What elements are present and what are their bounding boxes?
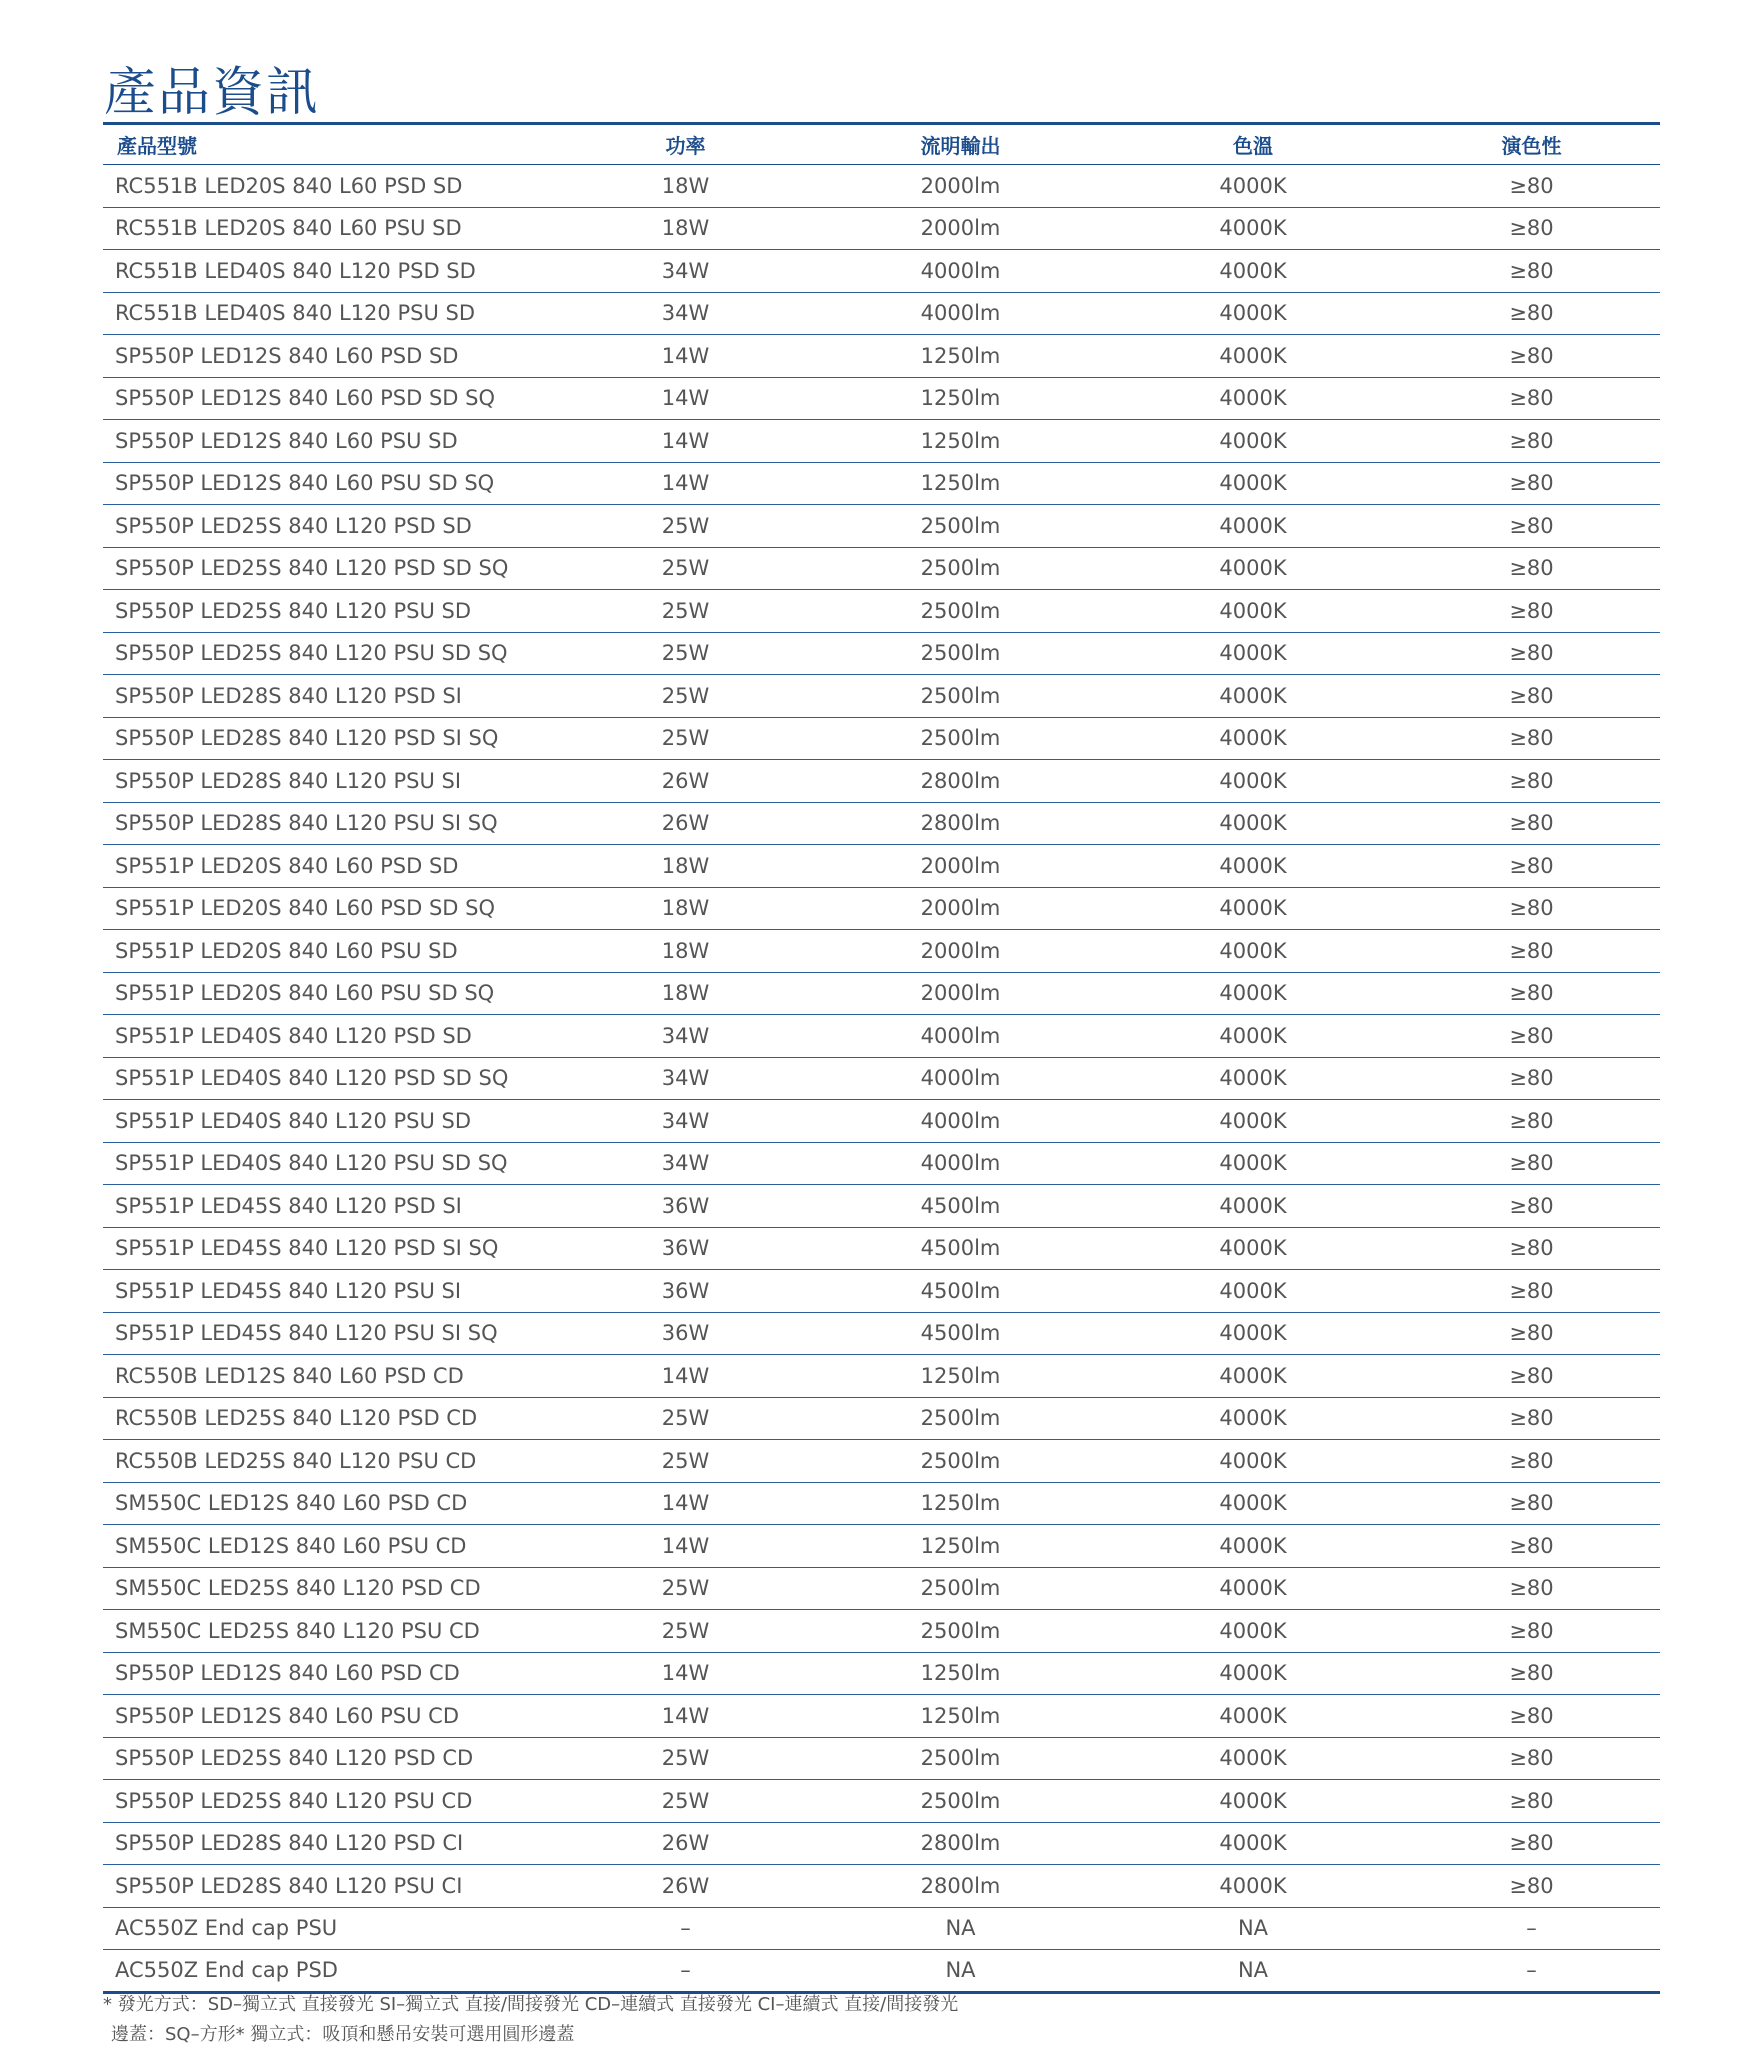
cell-model: SP550P LED25S 840 L120 PSD SD SQ xyxy=(103,547,553,590)
table-row xyxy=(103,1822,1660,1865)
cell-power: 18W xyxy=(553,207,818,250)
table-row xyxy=(103,1440,1660,1483)
cell-cri: ≥80 xyxy=(1403,1525,1660,1568)
cell-model: SP550P LED25S 840 L120 PSU SD SQ xyxy=(103,632,553,675)
table-row xyxy=(103,802,1660,845)
cell-cri: ≥80 xyxy=(1403,1865,1660,1908)
cell-flux: 2500lm xyxy=(818,675,1103,718)
cell-cri: ≥80 xyxy=(1403,845,1660,888)
cell-model: SP551P LED40S 840 L120 PSU SD SQ xyxy=(103,1142,553,1185)
cell-power: 25W xyxy=(553,1397,818,1440)
table-row xyxy=(103,547,1660,590)
table-row xyxy=(103,292,1660,335)
product-table xyxy=(103,122,1660,1994)
footnote-endcap: 邊蓋：SQ–方形* 獨立式：吸頂和懸吊安裝可選用圓形邊蓋 xyxy=(111,2024,575,2045)
cell-power: 34W xyxy=(553,1015,818,1058)
cell-cct: 4000K xyxy=(1103,1652,1403,1695)
cell-cri: ≥80 xyxy=(1403,292,1660,335)
cell-cct: 4000K xyxy=(1103,930,1403,973)
cell-flux: 4000lm xyxy=(818,1015,1103,1058)
cell-flux: 2000lm xyxy=(818,845,1103,888)
cell-cri: ≥80 xyxy=(1403,1695,1660,1738)
table-row xyxy=(103,165,1660,208)
cell-flux: 2500lm xyxy=(818,505,1103,548)
cell-flux: 4500lm xyxy=(818,1312,1103,1355)
table-header xyxy=(103,124,1660,165)
table-row xyxy=(103,250,1660,293)
cell-cct: 4000K xyxy=(1103,1015,1403,1058)
table-row xyxy=(103,887,1660,930)
cell-cri: ≥80 xyxy=(1403,335,1660,378)
cell-cri: ≥80 xyxy=(1403,1312,1660,1355)
cell-cct: 4000K xyxy=(1103,420,1403,463)
cell-flux: 1250lm xyxy=(818,1525,1103,1568)
cell-cct: 4000K xyxy=(1103,972,1403,1015)
cell-model: SM550C LED25S 840 L120 PSD CD xyxy=(103,1567,553,1610)
cell-cri: ≥80 xyxy=(1403,632,1660,675)
cell-model: SP551P LED40S 840 L120 PSD SD SQ xyxy=(103,1057,553,1100)
cell-flux: 4000lm xyxy=(818,1057,1103,1100)
cell-model: AC550Z End cap PSU xyxy=(103,1907,553,1950)
cell-cri: ≥80 xyxy=(1403,1652,1660,1695)
cell-cct: 4000K xyxy=(1103,250,1403,293)
cell-cri: ≥80 xyxy=(1403,1270,1660,1313)
cell-flux: 1250lm xyxy=(818,1355,1103,1398)
cell-power: 36W xyxy=(553,1227,818,1270)
table-row xyxy=(103,335,1660,378)
cell-power: – xyxy=(553,1950,818,1993)
cell-cri: ≥80 xyxy=(1403,1185,1660,1228)
cell-cct: 4000K xyxy=(1103,1440,1403,1483)
table-row xyxy=(103,1567,1660,1610)
cell-power: 18W xyxy=(553,165,818,208)
cell-power: 25W xyxy=(553,1737,818,1780)
cell-flux: 2500lm xyxy=(818,1780,1103,1823)
cell-model: SP551P LED40S 840 L120 PSD SD xyxy=(103,1015,553,1058)
cell-cct: 4000K xyxy=(1103,1695,1403,1738)
cell-cct: 4000K xyxy=(1103,1142,1403,1185)
cell-power: 25W xyxy=(553,547,818,590)
table-row xyxy=(103,1100,1660,1143)
cell-cri: ≥80 xyxy=(1403,1142,1660,1185)
cell-power: 36W xyxy=(553,1312,818,1355)
cell-power: 36W xyxy=(553,1270,818,1313)
cell-cri: ≥80 xyxy=(1403,1822,1660,1865)
table-row xyxy=(103,1737,1660,1780)
cell-cct: 4000K xyxy=(1103,1780,1403,1823)
cell-model: SP550P LED25S 840 L120 PSU SD xyxy=(103,590,553,633)
cell-flux: 2000lm xyxy=(818,165,1103,208)
cell-cct: 4000K xyxy=(1103,1865,1403,1908)
cell-cri: ≥80 xyxy=(1403,420,1660,463)
table-row xyxy=(103,1227,1660,1270)
cell-flux: 1250lm xyxy=(818,1695,1103,1738)
table-row xyxy=(103,760,1660,803)
cell-flux: 1250lm xyxy=(818,1482,1103,1525)
cell-cri: ≥80 xyxy=(1403,1567,1660,1610)
cell-power: 14W xyxy=(553,1652,818,1695)
table-row xyxy=(103,207,1660,250)
cell-cct: 4000K xyxy=(1103,1525,1403,1568)
cell-power: 18W xyxy=(553,972,818,1015)
cell-cri: ≥80 xyxy=(1403,1015,1660,1058)
cell-flux: 1250lm xyxy=(818,420,1103,463)
cell-model: RC551B LED20S 840 L60 PSD SD xyxy=(103,165,553,208)
cell-cct: 4000K xyxy=(1103,505,1403,548)
cell-cct: 4000K xyxy=(1103,1610,1403,1653)
cell-model: SM550C LED12S 840 L60 PSU CD xyxy=(103,1525,553,1568)
cell-cri: ≥80 xyxy=(1403,250,1660,293)
cell-power: 25W xyxy=(553,1780,818,1823)
cell-flux: 4500lm xyxy=(818,1227,1103,1270)
table-row xyxy=(103,1057,1660,1100)
cell-model: SP551P LED20S 840 L60 PSU SD xyxy=(103,930,553,973)
cell-flux: 2500lm xyxy=(818,1610,1103,1653)
cell-model: RC550B LED25S 840 L120 PSU CD xyxy=(103,1440,553,1483)
cell-cct: 4000K xyxy=(1103,802,1403,845)
cell-model: SP550P LED12S 840 L60 PSU SD xyxy=(103,420,553,463)
cell-cct: NA xyxy=(1103,1907,1403,1950)
cell-flux: 2800lm xyxy=(818,760,1103,803)
cell-cct: NA xyxy=(1103,1950,1403,1993)
table-row xyxy=(103,1865,1660,1908)
cell-cri: ≥80 xyxy=(1403,547,1660,590)
cell-cri: – xyxy=(1403,1907,1660,1950)
cell-model: SP550P LED12S 840 L60 PSD SD SQ xyxy=(103,377,553,420)
footnote-emission: * 發光方式：SD–獨立式 直接發光 SI–獨立式 直接/間接發光 CD–連續式 直接發光 CI–連續式 直接/間接發光 xyxy=(103,1994,959,2015)
table-row xyxy=(103,462,1660,505)
cell-cri: ≥80 xyxy=(1403,377,1660,420)
cell-model: RC551B LED20S 840 L60 PSU SD xyxy=(103,207,553,250)
cell-flux: 1250lm xyxy=(818,1652,1103,1695)
table-row xyxy=(103,717,1660,760)
cell-model: RC550B LED25S 840 L120 PSD CD xyxy=(103,1397,553,1440)
cell-model: SP551P LED45S 840 L120 PSD SI SQ xyxy=(103,1227,553,1270)
cell-power: 14W xyxy=(553,1482,818,1525)
cell-cri: ≥80 xyxy=(1403,590,1660,633)
cell-model: SP551P LED20S 840 L60 PSU SD SQ xyxy=(103,972,553,1015)
cell-model: SP551P LED40S 840 L120 PSU SD xyxy=(103,1100,553,1143)
cell-power: 34W xyxy=(553,250,818,293)
cell-model: SP550P LED12S 840 L60 PSU CD xyxy=(103,1695,553,1738)
page-title: 產品資訊 xyxy=(104,63,321,123)
table-row xyxy=(103,845,1660,888)
cell-cct: 4000K xyxy=(1103,1567,1403,1610)
cell-cri: ≥80 xyxy=(1403,930,1660,973)
cell-power: 25W xyxy=(553,505,818,548)
table-row xyxy=(103,1142,1660,1185)
cell-model: SP550P LED25S 840 L120 PSD CD xyxy=(103,1737,553,1780)
table-row xyxy=(103,1610,1660,1653)
cell-power: 34W xyxy=(553,1057,818,1100)
cell-flux: 4500lm xyxy=(818,1185,1103,1228)
cell-cri: – xyxy=(1403,1950,1660,1993)
cell-cri: ≥80 xyxy=(1403,505,1660,548)
table-row xyxy=(103,632,1660,675)
cell-model: SP551P LED45S 840 L120 PSU SI xyxy=(103,1270,553,1313)
cell-cri: ≥80 xyxy=(1403,760,1660,803)
cell-model: SP550P LED12S 840 L60 PSD SD xyxy=(103,335,553,378)
table-row xyxy=(103,930,1660,973)
cell-cri: ≥80 xyxy=(1403,1227,1660,1270)
cell-flux: NA xyxy=(818,1950,1103,1993)
cell-cct: 4000K xyxy=(1103,462,1403,505)
cell-cct: 4000K xyxy=(1103,760,1403,803)
cell-cri: ≥80 xyxy=(1403,1780,1660,1823)
cell-power: 26W xyxy=(553,760,818,803)
cell-model: SP550P LED25S 840 L120 PSD SD xyxy=(103,505,553,548)
header-row xyxy=(103,124,1660,165)
table-row xyxy=(103,1907,1660,1950)
cell-model: AC550Z End cap PSD xyxy=(103,1950,553,1993)
cell-flux: NA xyxy=(818,1907,1103,1950)
cell-cct: 4000K xyxy=(1103,632,1403,675)
cell-model: SP550P LED28S 840 L120 PSD SI xyxy=(103,675,553,718)
cell-cri: ≥80 xyxy=(1403,1355,1660,1398)
cell-flux: 2500lm xyxy=(818,590,1103,633)
cell-power: 26W xyxy=(553,802,818,845)
table-row xyxy=(103,377,1660,420)
cell-cri: ≥80 xyxy=(1403,675,1660,718)
cell-flux: 2500lm xyxy=(818,632,1103,675)
cell-cri: ≥80 xyxy=(1403,165,1660,208)
header-power: 功率 xyxy=(553,124,818,165)
table-row xyxy=(103,1525,1660,1568)
cell-model: SP550P LED28S 840 L120 PSU CI xyxy=(103,1865,553,1908)
product-table-container xyxy=(103,122,1660,1994)
table-row xyxy=(103,1015,1660,1058)
cell-power: 26W xyxy=(553,1865,818,1908)
table-row xyxy=(103,505,1660,548)
cell-power: 25W xyxy=(553,590,818,633)
table-row xyxy=(103,1270,1660,1313)
cell-cri: ≥80 xyxy=(1403,1610,1660,1653)
cell-model: SP550P LED12S 840 L60 PSU SD SQ xyxy=(103,462,553,505)
cell-flux: 2000lm xyxy=(818,930,1103,973)
cell-power: 14W xyxy=(553,1355,818,1398)
table-row xyxy=(103,1312,1660,1355)
cell-flux: 4000lm xyxy=(818,250,1103,293)
header-cct: 色溫 xyxy=(1103,124,1403,165)
cell-power: 18W xyxy=(553,887,818,930)
cell-power: 25W xyxy=(553,1610,818,1653)
cell-cri: ≥80 xyxy=(1403,1737,1660,1780)
cell-cct: 4000K xyxy=(1103,845,1403,888)
cell-cri: ≥80 xyxy=(1403,1397,1660,1440)
cell-power: 14W xyxy=(553,335,818,378)
cell-cri: ≥80 xyxy=(1403,207,1660,250)
cell-model: RC550B LED12S 840 L60 PSD CD xyxy=(103,1355,553,1398)
cell-cct: 4000K xyxy=(1103,1312,1403,1355)
table-row xyxy=(103,1652,1660,1695)
cell-model: SP550P LED28S 840 L120 PSD SI SQ xyxy=(103,717,553,760)
table-row xyxy=(103,1482,1660,1525)
cell-flux: 4000lm xyxy=(818,1100,1103,1143)
header-cri: 演色性 xyxy=(1403,124,1660,165)
cell-model: SP551P LED45S 840 L120 PSU SI SQ xyxy=(103,1312,553,1355)
cell-flux: 2500lm xyxy=(818,1737,1103,1780)
cell-cct: 4000K xyxy=(1103,1270,1403,1313)
table-row xyxy=(103,420,1660,463)
cell-cct: 4000K xyxy=(1103,335,1403,378)
cell-cri: ≥80 xyxy=(1403,717,1660,760)
cell-cct: 4000K xyxy=(1103,717,1403,760)
cell-cct: 4000K xyxy=(1103,1737,1403,1780)
cell-flux: 2000lm xyxy=(818,887,1103,930)
cell-cct: 4000K xyxy=(1103,590,1403,633)
header-flux: 流明輸出 xyxy=(818,124,1103,165)
cell-power: 18W xyxy=(553,930,818,973)
cell-cct: 4000K xyxy=(1103,887,1403,930)
cell-power: 34W xyxy=(553,1100,818,1143)
table-row xyxy=(103,1695,1660,1738)
table-row xyxy=(103,1355,1660,1398)
cell-flux: 2000lm xyxy=(818,972,1103,1015)
cell-cct: 4000K xyxy=(1103,675,1403,718)
cell-flux: 2500lm xyxy=(818,1440,1103,1483)
cell-cct: 4000K xyxy=(1103,1822,1403,1865)
cell-flux: 2800lm xyxy=(818,1822,1103,1865)
cell-flux: 2500lm xyxy=(818,717,1103,760)
cell-cct: 4000K xyxy=(1103,377,1403,420)
cell-model: SP551P LED20S 840 L60 PSD SD SQ xyxy=(103,887,553,930)
cell-power: 26W xyxy=(553,1822,818,1865)
table-row xyxy=(103,590,1660,633)
footnotes xyxy=(103,1990,958,2050)
cell-cct: 4000K xyxy=(1103,165,1403,208)
cell-flux: 1250lm xyxy=(818,377,1103,420)
table-body xyxy=(103,165,1660,1993)
cell-cct: 4000K xyxy=(1103,1227,1403,1270)
cell-cct: 4000K xyxy=(1103,292,1403,335)
cell-model: SP550P LED28S 840 L120 PSU SI SQ xyxy=(103,802,553,845)
cell-model: SP550P LED25S 840 L120 PSU CD xyxy=(103,1780,553,1823)
cell-cri: ≥80 xyxy=(1403,1440,1660,1483)
cell-flux: 1250lm xyxy=(818,462,1103,505)
cell-flux: 2800lm xyxy=(818,1865,1103,1908)
table-row xyxy=(103,1950,1660,1993)
cell-cct: 4000K xyxy=(1103,1100,1403,1143)
cell-flux: 4000lm xyxy=(818,292,1103,335)
cell-cri: ≥80 xyxy=(1403,462,1660,505)
cell-cct: 4000K xyxy=(1103,1355,1403,1398)
cell-flux: 2000lm xyxy=(818,207,1103,250)
cell-power: 25W xyxy=(553,1567,818,1610)
cell-power: 25W xyxy=(553,1440,818,1483)
header-model: 產品型號 xyxy=(103,124,553,165)
cell-model: SP550P LED12S 840 L60 PSD CD xyxy=(103,1652,553,1695)
cell-model: SM550C LED25S 840 L120 PSU CD xyxy=(103,1610,553,1653)
cell-cri: ≥80 xyxy=(1403,1100,1660,1143)
cell-cct: 4000K xyxy=(1103,1057,1403,1100)
cell-flux: 4000lm xyxy=(818,1142,1103,1185)
cell-model: SM550C LED12S 840 L60 PSD CD xyxy=(103,1482,553,1525)
table-row xyxy=(103,675,1660,718)
cell-power: – xyxy=(553,1907,818,1950)
cell-flux: 2500lm xyxy=(818,547,1103,590)
cell-power: 34W xyxy=(553,1142,818,1185)
cell-power: 14W xyxy=(553,1695,818,1738)
cell-power: 14W xyxy=(553,377,818,420)
table-row xyxy=(103,972,1660,1015)
cell-power: 25W xyxy=(553,675,818,718)
table-row xyxy=(103,1185,1660,1228)
cell-model: SP551P LED45S 840 L120 PSD SI xyxy=(103,1185,553,1228)
cell-power: 36W xyxy=(553,1185,818,1228)
cell-cri: ≥80 xyxy=(1403,1482,1660,1525)
cell-model: SP550P LED28S 840 L120 PSU SI xyxy=(103,760,553,803)
cell-cri: ≥80 xyxy=(1403,887,1660,930)
table-row xyxy=(103,1397,1660,1440)
cell-cri: ≥80 xyxy=(1403,972,1660,1015)
cell-model: SP550P LED28S 840 L120 PSD CI xyxy=(103,1822,553,1865)
cell-power: 14W xyxy=(553,1525,818,1568)
cell-flux: 2500lm xyxy=(818,1567,1103,1610)
table-row xyxy=(103,1780,1660,1823)
cell-power: 14W xyxy=(553,462,818,505)
cell-power: 25W xyxy=(553,717,818,760)
cell-cct: 4000K xyxy=(1103,1482,1403,1525)
cell-cct: 4000K xyxy=(1103,1185,1403,1228)
cell-power: 14W xyxy=(553,420,818,463)
cell-flux: 4500lm xyxy=(818,1270,1103,1313)
cell-power: 34W xyxy=(553,292,818,335)
cell-flux: 2500lm xyxy=(818,1397,1103,1440)
cell-power: 25W xyxy=(553,632,818,675)
cell-model: RC551B LED40S 840 L120 PSU SD xyxy=(103,292,553,335)
cell-cct: 4000K xyxy=(1103,547,1403,590)
cell-model: SP551P LED20S 840 L60 PSD SD xyxy=(103,845,553,888)
cell-flux: 1250lm xyxy=(818,335,1103,378)
cell-cri: ≥80 xyxy=(1403,802,1660,845)
cell-model: RC551B LED40S 840 L120 PSD SD xyxy=(103,250,553,293)
cell-cct: 4000K xyxy=(1103,207,1403,250)
cell-flux: 2800lm xyxy=(818,802,1103,845)
cell-cri: ≥80 xyxy=(1403,1057,1660,1100)
cell-cct: 4000K xyxy=(1103,1397,1403,1440)
cell-power: 18W xyxy=(553,845,818,888)
